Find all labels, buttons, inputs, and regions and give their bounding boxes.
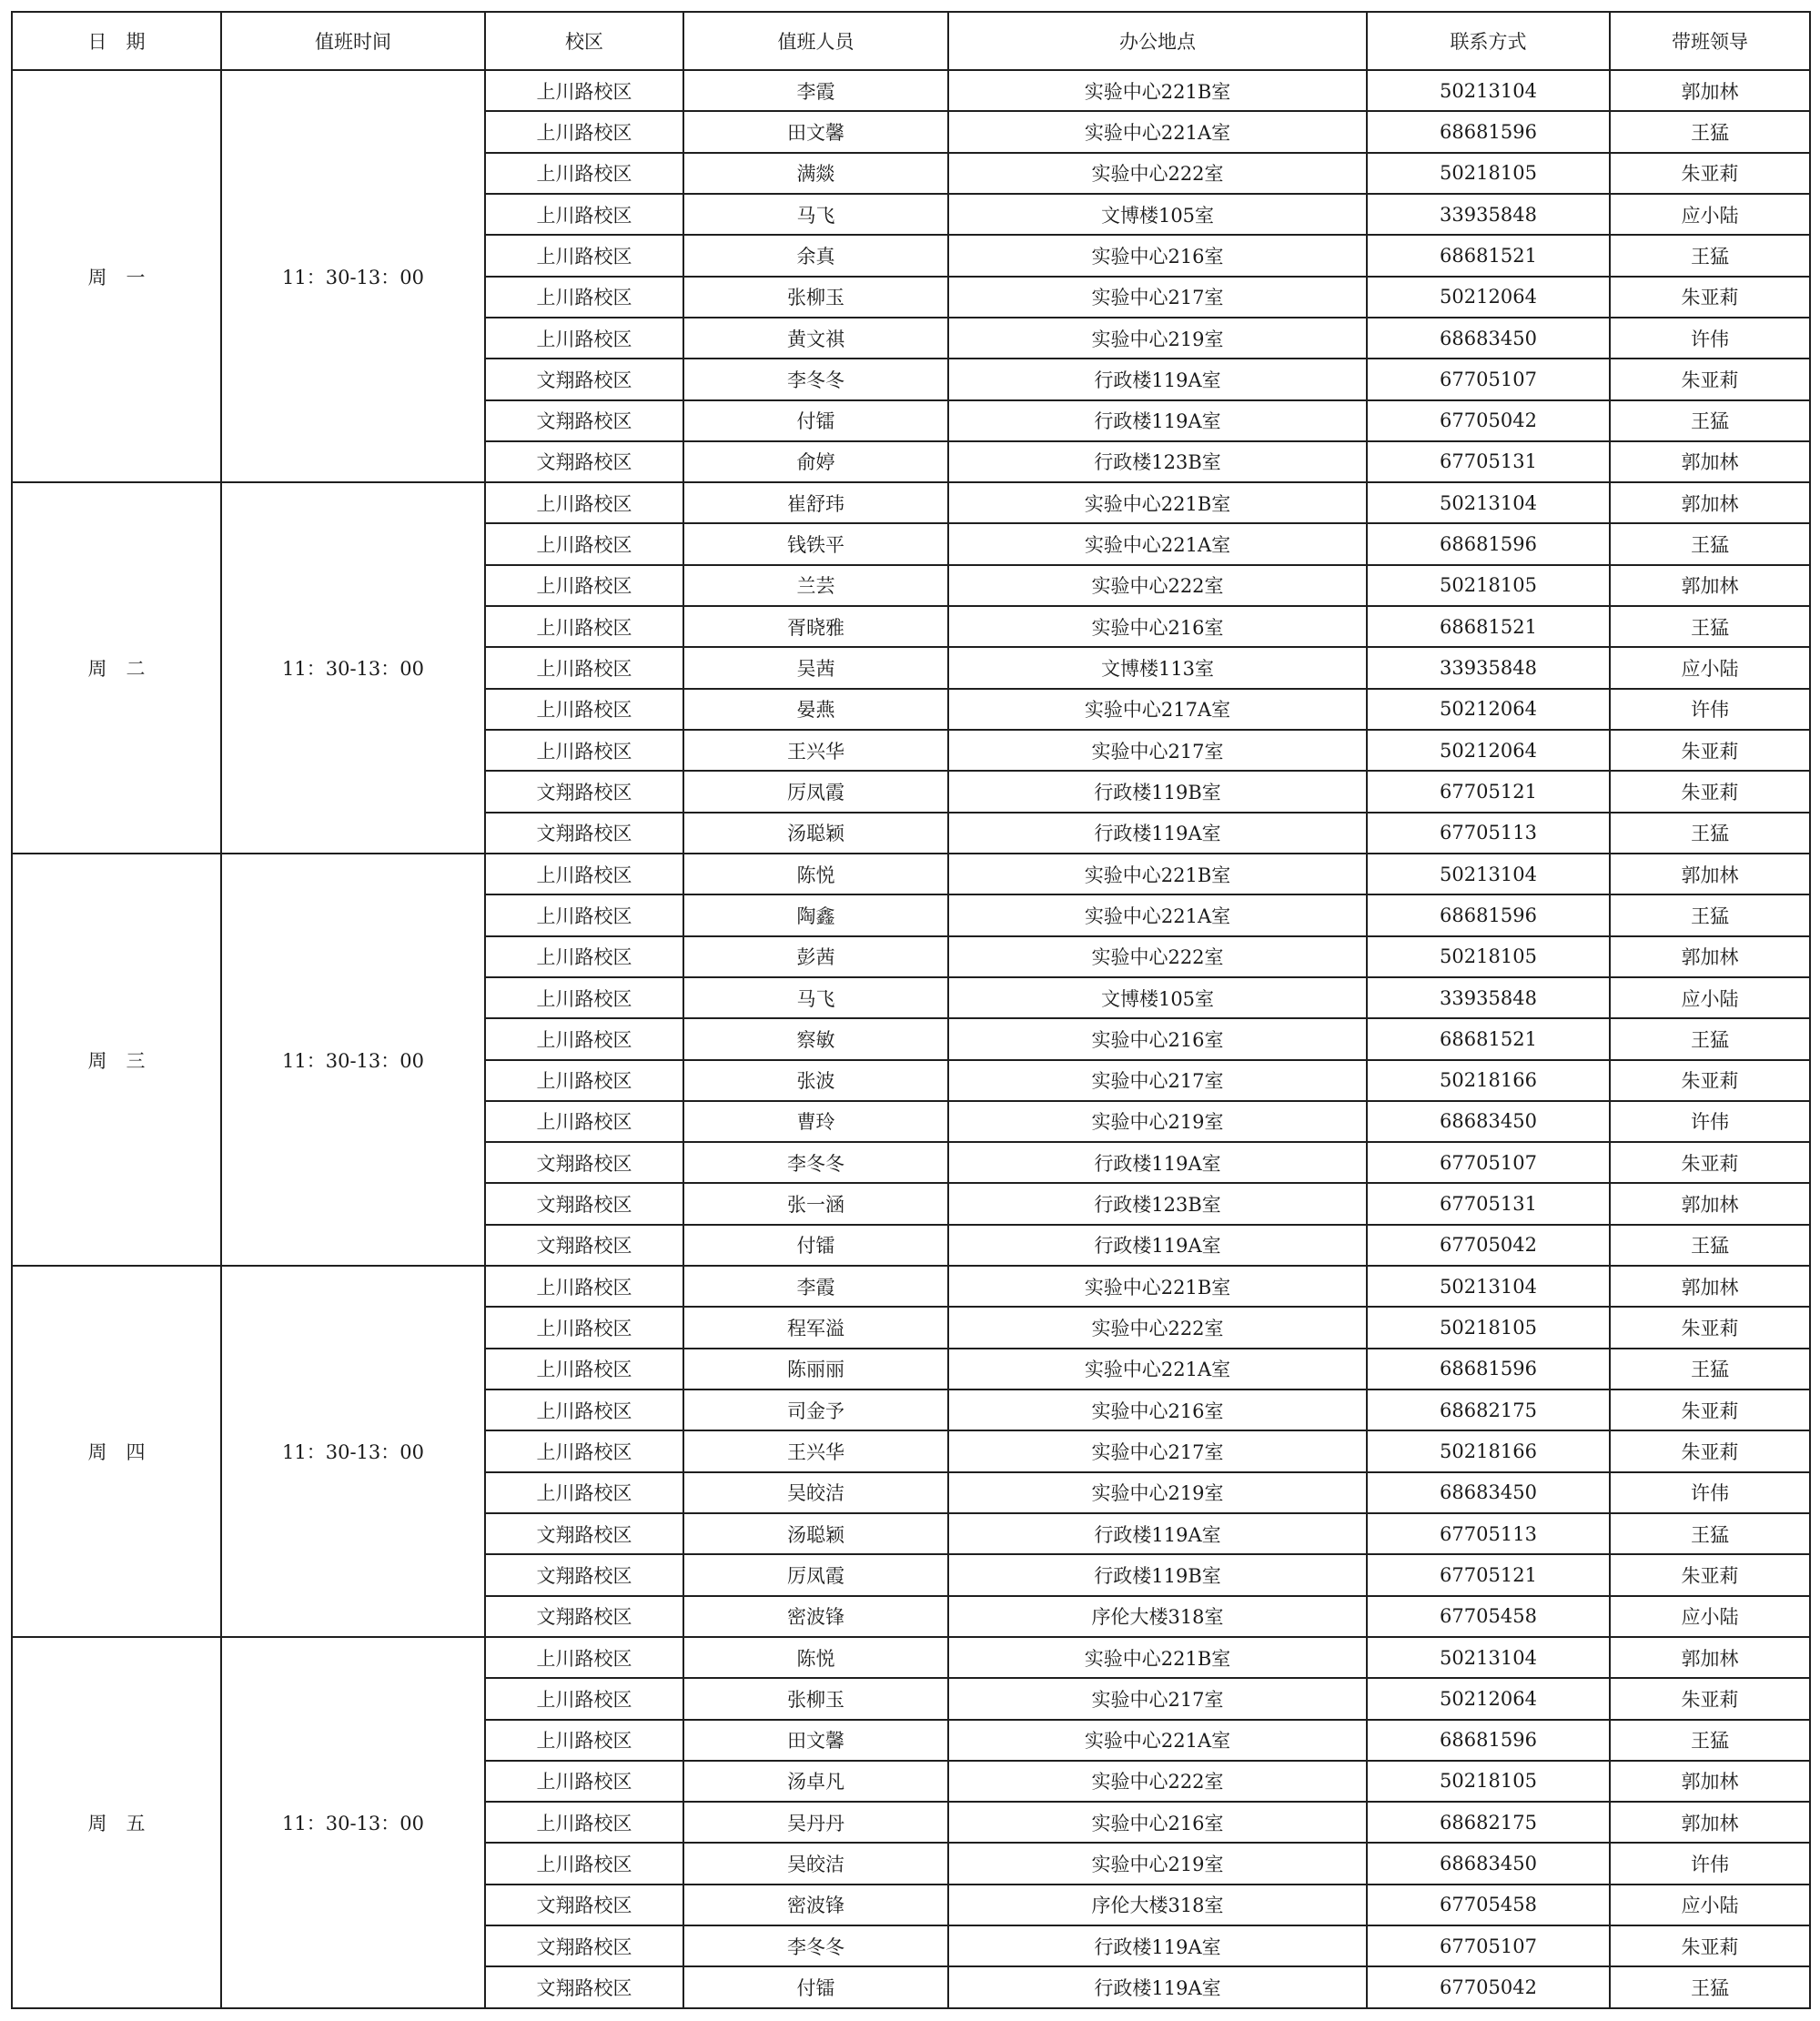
staff-cell: 察敏	[683, 1018, 948, 1059]
contact-cell: 67705458	[1367, 1885, 1610, 1925]
leader-cell: 应小陆	[1610, 1596, 1810, 1637]
campus-cell: 上川路校区	[485, 1389, 683, 1430]
contact-cell: 68681596	[1367, 1720, 1610, 1761]
office-cell: 行政楼119A室	[948, 359, 1367, 399]
leader-cell: 王猛	[1610, 894, 1810, 935]
staff-cell: 陈丽丽	[683, 1349, 948, 1389]
office-cell: 实验中心216室	[948, 235, 1367, 276]
contact-cell: 68682175	[1367, 1802, 1610, 1843]
staff-cell: 密波锋	[683, 1885, 948, 1925]
table-row	[12, 482, 1810, 523]
duty-time-cell: 11：30-13：00	[221, 1266, 485, 1637]
leader-cell: 朱亚莉	[1610, 1678, 1810, 1719]
table-row	[12, 70, 1810, 111]
leader-cell: 王猛	[1610, 1225, 1810, 1266]
contact-cell: 33935848	[1367, 977, 1610, 1018]
campus-cell: 上川路校区	[485, 277, 683, 318]
office-cell: 行政楼119A室	[948, 1966, 1367, 2008]
staff-cell: 余真	[683, 235, 948, 276]
office-cell: 行政楼119A室	[948, 400, 1367, 441]
office-cell: 实验中心222室	[948, 153, 1367, 194]
campus-cell: 上川路校区	[485, 647, 683, 688]
staff-cell: 黄文祺	[683, 318, 948, 359]
campus-cell: 文翔路校区	[485, 1183, 683, 1224]
campus-cell: 文翔路校区	[485, 1596, 683, 1637]
leader-cell: 朱亚莉	[1610, 1430, 1810, 1471]
duty-time-cell: 11：30-13：00	[221, 1637, 485, 2008]
staff-cell: 张柳玉	[683, 277, 948, 318]
staff-cell: 李霞	[683, 1266, 948, 1307]
staff-cell: 李霞	[683, 70, 948, 111]
contact-cell: 68681521	[1367, 235, 1610, 276]
office-cell: 文博楼113室	[948, 647, 1367, 688]
leader-cell: 郭加林	[1610, 565, 1810, 606]
staff-cell: 汤卓凡	[683, 1761, 948, 1802]
contact-cell: 67705042	[1367, 400, 1610, 441]
office-cell: 实验中心216室	[948, 1802, 1367, 1843]
staff-cell: 李冬冬	[683, 1925, 948, 1966]
office-cell: 实验中心217室	[948, 1060, 1367, 1101]
campus-cell: 文翔路校区	[485, 1966, 683, 2008]
day-cell: 周 一	[12, 70, 221, 482]
leader-cell: 王猛	[1610, 813, 1810, 854]
header-campus: 校区	[485, 12, 683, 70]
office-cell: 实验中心222室	[948, 1307, 1367, 1348]
leader-cell: 许伟	[1610, 1101, 1810, 1142]
day-cell: 周 二	[12, 482, 221, 854]
campus-cell: 上川路校区	[485, 1430, 683, 1471]
campus-cell: 文翔路校区	[485, 1554, 683, 1595]
campus-cell: 上川路校区	[485, 523, 683, 564]
header-row	[12, 12, 1810, 70]
leader-cell: 应小陆	[1610, 1885, 1810, 1925]
office-cell: 实验中心221A室	[948, 1720, 1367, 1761]
leader-cell: 王猛	[1610, 235, 1810, 276]
campus-cell: 文翔路校区	[485, 1925, 683, 1966]
contact-cell: 68681521	[1367, 606, 1610, 647]
leader-cell: 许伟	[1610, 318, 1810, 359]
contact-cell: 67705121	[1367, 1554, 1610, 1595]
contact-cell: 67705042	[1367, 1966, 1610, 2008]
office-cell: 实验中心217室	[948, 1678, 1367, 1719]
staff-cell: 胥晓雅	[683, 606, 948, 647]
staff-cell: 李冬冬	[683, 359, 948, 399]
contact-cell: 68683450	[1367, 318, 1610, 359]
staff-cell: 兰芸	[683, 565, 948, 606]
table-row	[12, 854, 1810, 894]
campus-cell: 文翔路校区	[485, 441, 683, 482]
campus-cell: 上川路校区	[485, 1761, 683, 1802]
contact-cell: 67705131	[1367, 441, 1610, 482]
staff-cell: 曹玲	[683, 1101, 948, 1142]
office-cell: 文博楼105室	[948, 194, 1367, 235]
leader-cell: 郭加林	[1610, 70, 1810, 111]
office-cell: 实验中心217A室	[948, 689, 1367, 730]
office-cell: 行政楼123B室	[948, 1183, 1367, 1224]
leader-cell: 王猛	[1610, 400, 1810, 441]
campus-cell: 上川路校区	[485, 111, 683, 152]
campus-cell: 上川路校区	[485, 482, 683, 523]
leader-cell: 王猛	[1610, 1513, 1810, 1554]
contact-cell: 67705113	[1367, 1513, 1610, 1554]
contact-cell: 68682175	[1367, 1389, 1610, 1430]
contact-cell: 50213104	[1367, 854, 1610, 894]
campus-cell: 上川路校区	[485, 1843, 683, 1884]
office-cell: 实验中心222室	[948, 1761, 1367, 1802]
day-cell: 周 四	[12, 1266, 221, 1637]
campus-cell: 上川路校区	[485, 1349, 683, 1389]
staff-cell: 厉凤霞	[683, 1554, 948, 1595]
staff-cell: 钱铁平	[683, 523, 948, 564]
contact-cell: 50218105	[1367, 936, 1610, 977]
duty-time-cell: 11：30-13：00	[221, 70, 485, 482]
staff-cell: 崔舒玮	[683, 482, 948, 523]
campus-cell: 文翔路校区	[485, 1225, 683, 1266]
header-duty-staff: 值班人员	[683, 12, 948, 70]
contact-cell: 33935848	[1367, 194, 1610, 235]
staff-cell: 付镭	[683, 1966, 948, 2008]
leader-cell: 朱亚莉	[1610, 359, 1810, 399]
campus-cell: 文翔路校区	[485, 1142, 683, 1183]
contact-cell: 68681596	[1367, 523, 1610, 564]
header-date: 日 期	[12, 12, 221, 70]
header-duty-time: 值班时间	[221, 12, 485, 70]
staff-cell: 陈悦	[683, 854, 948, 894]
contact-cell: 68683450	[1367, 1843, 1610, 1884]
contact-cell: 67705107	[1367, 359, 1610, 399]
header-contact: 联系方式	[1367, 12, 1610, 70]
leader-cell: 王猛	[1610, 523, 1810, 564]
contact-cell: 50218105	[1367, 565, 1610, 606]
contact-cell: 67705107	[1367, 1925, 1610, 1966]
staff-cell: 李冬冬	[683, 1142, 948, 1183]
staff-cell: 马飞	[683, 977, 948, 1018]
staff-cell: 司金予	[683, 1389, 948, 1430]
office-cell: 实验中心221A室	[948, 111, 1367, 152]
campus-cell: 上川路校区	[485, 70, 683, 111]
contact-cell: 50212064	[1367, 689, 1610, 730]
office-cell: 实验中心222室	[948, 565, 1367, 606]
office-cell: 实验中心221B室	[948, 482, 1367, 523]
contact-cell: 50213104	[1367, 1637, 1610, 1678]
day-cell: 周 三	[12, 854, 221, 1266]
leader-cell: 朱亚莉	[1610, 277, 1810, 318]
contact-cell: 33935848	[1367, 647, 1610, 688]
contact-cell: 68681596	[1367, 1349, 1610, 1389]
office-cell: 实验中心221B室	[948, 1266, 1367, 1307]
campus-cell: 文翔路校区	[485, 359, 683, 399]
schedule-body	[12, 70, 1810, 2008]
leader-cell: 王猛	[1610, 606, 1810, 647]
leader-cell: 郭加林	[1610, 1266, 1810, 1307]
leader-cell: 郭加林	[1610, 482, 1810, 523]
campus-cell: 上川路校区	[485, 1266, 683, 1307]
staff-cell: 付镭	[683, 1225, 948, 1266]
staff-cell: 陶鑫	[683, 894, 948, 935]
campus-cell: 上川路校区	[485, 1637, 683, 1678]
contact-cell: 50212064	[1367, 277, 1610, 318]
staff-cell: 田文馨	[683, 111, 948, 152]
office-cell: 行政楼119A室	[948, 1513, 1367, 1554]
campus-cell: 上川路校区	[485, 1472, 683, 1513]
contact-cell: 68681596	[1367, 111, 1610, 152]
contact-cell: 50213104	[1367, 70, 1610, 111]
campus-cell: 上川路校区	[485, 1802, 683, 1843]
contact-cell: 67705131	[1367, 1183, 1610, 1224]
staff-cell: 吴丹丹	[683, 1802, 948, 1843]
duty-schedule-table	[11, 11, 1811, 2009]
staff-cell: 王兴华	[683, 1430, 948, 1471]
staff-cell: 张波	[683, 1060, 948, 1101]
office-cell: 序伦大楼318室	[948, 1596, 1367, 1637]
duty-time-cell: 11：30-13：00	[221, 854, 485, 1266]
staff-cell: 厉凤霞	[683, 771, 948, 812]
leader-cell: 朱亚莉	[1610, 1389, 1810, 1430]
leader-cell: 许伟	[1610, 1843, 1810, 1884]
campus-cell: 上川路校区	[485, 153, 683, 194]
campus-cell: 上川路校区	[485, 689, 683, 730]
staff-cell: 吴皎洁	[683, 1843, 948, 1884]
office-cell: 实验中心222室	[948, 936, 1367, 977]
office-cell: 实验中心217室	[948, 730, 1367, 771]
campus-cell: 上川路校区	[485, 1018, 683, 1059]
leader-cell: 许伟	[1610, 689, 1810, 730]
staff-cell: 吴茜	[683, 647, 948, 688]
campus-cell: 上川路校区	[485, 318, 683, 359]
staff-cell: 晏燕	[683, 689, 948, 730]
office-cell: 实验中心217室	[948, 1430, 1367, 1471]
campus-cell: 上川路校区	[485, 565, 683, 606]
leader-cell: 郭加林	[1610, 1802, 1810, 1843]
contact-cell: 50213104	[1367, 482, 1610, 523]
table-row	[12, 1266, 1810, 1307]
campus-cell: 上川路校区	[485, 1101, 683, 1142]
campus-cell: 上川路校区	[485, 854, 683, 894]
office-cell: 实验中心221B室	[948, 1637, 1367, 1678]
campus-cell: 上川路校区	[485, 977, 683, 1018]
leader-cell: 朱亚莉	[1610, 1925, 1810, 1966]
office-cell: 实验中心219室	[948, 318, 1367, 359]
contact-cell: 68683450	[1367, 1472, 1610, 1513]
leader-cell: 朱亚莉	[1610, 1060, 1810, 1101]
staff-cell: 付镭	[683, 400, 948, 441]
staff-cell: 田文馨	[683, 1720, 948, 1761]
campus-cell: 上川路校区	[485, 1678, 683, 1719]
campus-cell: 上川路校区	[485, 1720, 683, 1761]
leader-cell: 应小陆	[1610, 977, 1810, 1018]
staff-cell: 汤聪颖	[683, 1513, 948, 1554]
leader-cell: 朱亚莉	[1610, 1554, 1810, 1595]
leader-cell: 郭加林	[1610, 936, 1810, 977]
duty-time-cell: 11：30-13：00	[221, 482, 485, 854]
office-cell: 实验中心221B室	[948, 854, 1367, 894]
campus-cell: 文翔路校区	[485, 1885, 683, 1925]
leader-cell: 郭加林	[1610, 1183, 1810, 1224]
office-cell: 实验中心216室	[948, 1018, 1367, 1059]
staff-cell: 俞婷	[683, 441, 948, 482]
office-cell: 实验中心217室	[948, 277, 1367, 318]
office-cell: 实验中心221A室	[948, 1349, 1367, 1389]
staff-cell: 满燚	[683, 153, 948, 194]
leader-cell: 朱亚莉	[1610, 153, 1810, 194]
leader-cell: 郭加林	[1610, 854, 1810, 894]
staff-cell: 汤聪颖	[683, 813, 948, 854]
table-row	[12, 1637, 1810, 1678]
campus-cell: 上川路校区	[485, 606, 683, 647]
leader-cell: 许伟	[1610, 1472, 1810, 1513]
staff-cell: 吴皎洁	[683, 1472, 948, 1513]
office-cell: 行政楼119A室	[948, 1925, 1367, 1966]
office-cell: 实验中心221B室	[948, 70, 1367, 111]
office-cell: 实验中心216室	[948, 606, 1367, 647]
campus-cell: 文翔路校区	[485, 813, 683, 854]
staff-cell: 程军溢	[683, 1307, 948, 1348]
office-cell: 实验中心216室	[948, 1389, 1367, 1430]
campus-cell: 上川路校区	[485, 1060, 683, 1101]
campus-cell: 上川路校区	[485, 1307, 683, 1348]
campus-cell: 文翔路校区	[485, 771, 683, 812]
contact-cell: 50218166	[1367, 1060, 1610, 1101]
leader-cell: 朱亚莉	[1610, 1307, 1810, 1348]
contact-cell: 50213104	[1367, 1266, 1610, 1307]
contact-cell: 50212064	[1367, 1678, 1610, 1719]
leader-cell: 郭加林	[1610, 441, 1810, 482]
leader-cell: 郭加林	[1610, 1761, 1810, 1802]
leader-cell: 应小陆	[1610, 194, 1810, 235]
leader-cell: 王猛	[1610, 111, 1810, 152]
contact-cell: 67705107	[1367, 1142, 1610, 1183]
header-office-location: 办公地点	[948, 12, 1367, 70]
office-cell: 行政楼119B室	[948, 1554, 1367, 1595]
leader-cell: 王猛	[1610, 1349, 1810, 1389]
day-cell: 周 五	[12, 1637, 221, 2008]
leader-cell: 王猛	[1610, 1966, 1810, 2008]
staff-cell: 彭茜	[683, 936, 948, 977]
contact-cell: 67705121	[1367, 771, 1610, 812]
contact-cell: 68681596	[1367, 894, 1610, 935]
staff-cell: 马飞	[683, 194, 948, 235]
office-cell: 行政楼119A室	[948, 1142, 1367, 1183]
header-leader: 带班领导	[1610, 12, 1810, 70]
office-cell: 行政楼123B室	[948, 441, 1367, 482]
office-cell: 实验中心219室	[948, 1843, 1367, 1884]
campus-cell: 上川路校区	[485, 194, 683, 235]
contact-cell: 68683450	[1367, 1101, 1610, 1142]
campus-cell: 上川路校区	[485, 730, 683, 771]
contact-cell: 50218105	[1367, 153, 1610, 194]
leader-cell: 应小陆	[1610, 647, 1810, 688]
campus-cell: 文翔路校区	[485, 400, 683, 441]
contact-cell: 68681521	[1367, 1018, 1610, 1059]
contact-cell: 50218166	[1367, 1430, 1610, 1471]
campus-cell: 上川路校区	[485, 235, 683, 276]
leader-cell: 朱亚莉	[1610, 771, 1810, 812]
contact-cell: 67705458	[1367, 1596, 1610, 1637]
contact-cell: 67705113	[1367, 813, 1610, 854]
leader-cell: 王猛	[1610, 1018, 1810, 1059]
office-cell: 实验中心219室	[948, 1472, 1367, 1513]
staff-cell: 密波锋	[683, 1596, 948, 1637]
leader-cell: 朱亚莉	[1610, 1142, 1810, 1183]
office-cell: 文博楼105室	[948, 977, 1367, 1018]
leader-cell: 王猛	[1610, 1720, 1810, 1761]
office-cell: 序伦大楼318室	[948, 1885, 1367, 1925]
campus-cell: 文翔路校区	[485, 1513, 683, 1554]
staff-cell: 张一涵	[683, 1183, 948, 1224]
staff-cell: 陈悦	[683, 1637, 948, 1678]
contact-cell: 50218105	[1367, 1307, 1610, 1348]
contact-cell: 50212064	[1367, 730, 1610, 771]
leader-cell: 郭加林	[1610, 1637, 1810, 1678]
staff-cell: 王兴华	[683, 730, 948, 771]
staff-cell: 张柳玉	[683, 1678, 948, 1719]
office-cell: 实验中心221A室	[948, 894, 1367, 935]
office-cell: 行政楼119B室	[948, 771, 1367, 812]
office-cell: 实验中心221A室	[948, 523, 1367, 564]
leader-cell: 朱亚莉	[1610, 730, 1810, 771]
campus-cell: 上川路校区	[485, 936, 683, 977]
office-cell: 行政楼119A室	[948, 1225, 1367, 1266]
contact-cell: 50218105	[1367, 1761, 1610, 1802]
office-cell: 实验中心219室	[948, 1101, 1367, 1142]
contact-cell: 67705042	[1367, 1225, 1610, 1266]
office-cell: 行政楼119A室	[948, 813, 1367, 854]
campus-cell: 上川路校区	[485, 894, 683, 935]
